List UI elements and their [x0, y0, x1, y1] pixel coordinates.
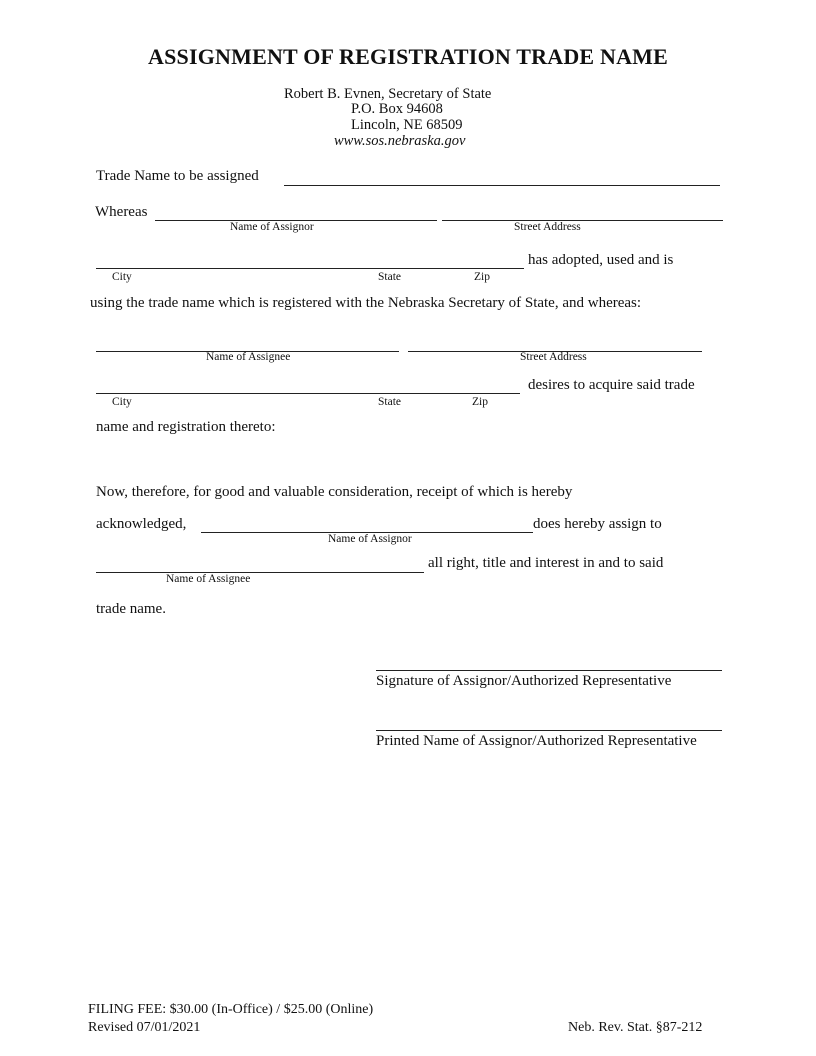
all-right-title-text: all right, title and interest in and to said [428, 555, 664, 571]
name-registration-text: name and registration thereto: [96, 419, 276, 435]
assignee-city-state-zip-field[interactable] [96, 393, 520, 394]
assignor-zip-caption: Zip [474, 271, 490, 283]
assignee-name-caption: Name of Assignee [206, 351, 291, 363]
city-state-zip: Lincoln, NE 68509 [351, 117, 463, 133]
assignor-state-caption: State [378, 271, 401, 283]
statute-reference: Neb. Rev. Stat. §87-212 [568, 1020, 703, 1035]
trade-name-end-text: trade name. [96, 601, 166, 617]
revised-date: Revised 07/01/2021 [88, 1020, 201, 1035]
assignee-city-caption: City [112, 396, 132, 408]
po-box: P.O. Box 94608 [351, 101, 443, 117]
filing-fee: FILING FEE: $30.00 (In-Office) / $25.00 (Online) [88, 1002, 374, 1017]
signature-field[interactable] [376, 670, 722, 671]
secretary-name: Robert B. Evnen, Secretary of State [284, 86, 492, 102]
assignor-street-caption: Street Address [514, 221, 581, 233]
signature-caption: Signature of Assignor/Authorized Representative [376, 673, 672, 689]
assignor-city-caption: City [112, 271, 132, 283]
assignee-state-caption: State [378, 396, 401, 408]
does-hereby-assign-text: does hereby assign to [533, 516, 662, 532]
website-link[interactable]: www.sos.nebraska.gov [334, 133, 466, 149]
final-assignee-caption: Name of Assignee [166, 573, 251, 585]
assignor-street-field[interactable] [442, 220, 723, 221]
acknowledged-label: acknowledged, [96, 516, 187, 532]
page-title: ASSIGNMENT OF REGISTRATION TRADE NAME [147, 44, 668, 69]
assignee-street-caption: Street Address [520, 351, 587, 363]
assignor-city-state-zip-field[interactable] [96, 268, 524, 269]
has-adopted-text: has adopted, used and is [528, 252, 674, 268]
using-trade-name-text: using the trade name which is registered with the Nebraska Secretary of State, and whereas: [90, 295, 642, 311]
whereas-label: Whereas [95, 204, 148, 220]
trade-name-label: Trade Name to be assigned [96, 168, 259, 184]
assignee-zip-caption: Zip [472, 396, 488, 408]
desires-text: desires to acquire said trade [528, 377, 695, 393]
printed-name-caption: Printed Name of Assignor/Authorized Representative [376, 733, 697, 749]
printed-name-field[interactable] [376, 730, 722, 731]
assignor-name-caption: Name of Assignor [230, 221, 314, 233]
acknowledged-assignor-caption: Name of Assignor [328, 533, 412, 545]
now-therefore-text: Now, therefore, for good and valuable consideration, receipt of which is hereby [96, 484, 573, 500]
trade-name-field[interactable] [284, 185, 720, 186]
final-assignee-field[interactable] [96, 572, 424, 573]
